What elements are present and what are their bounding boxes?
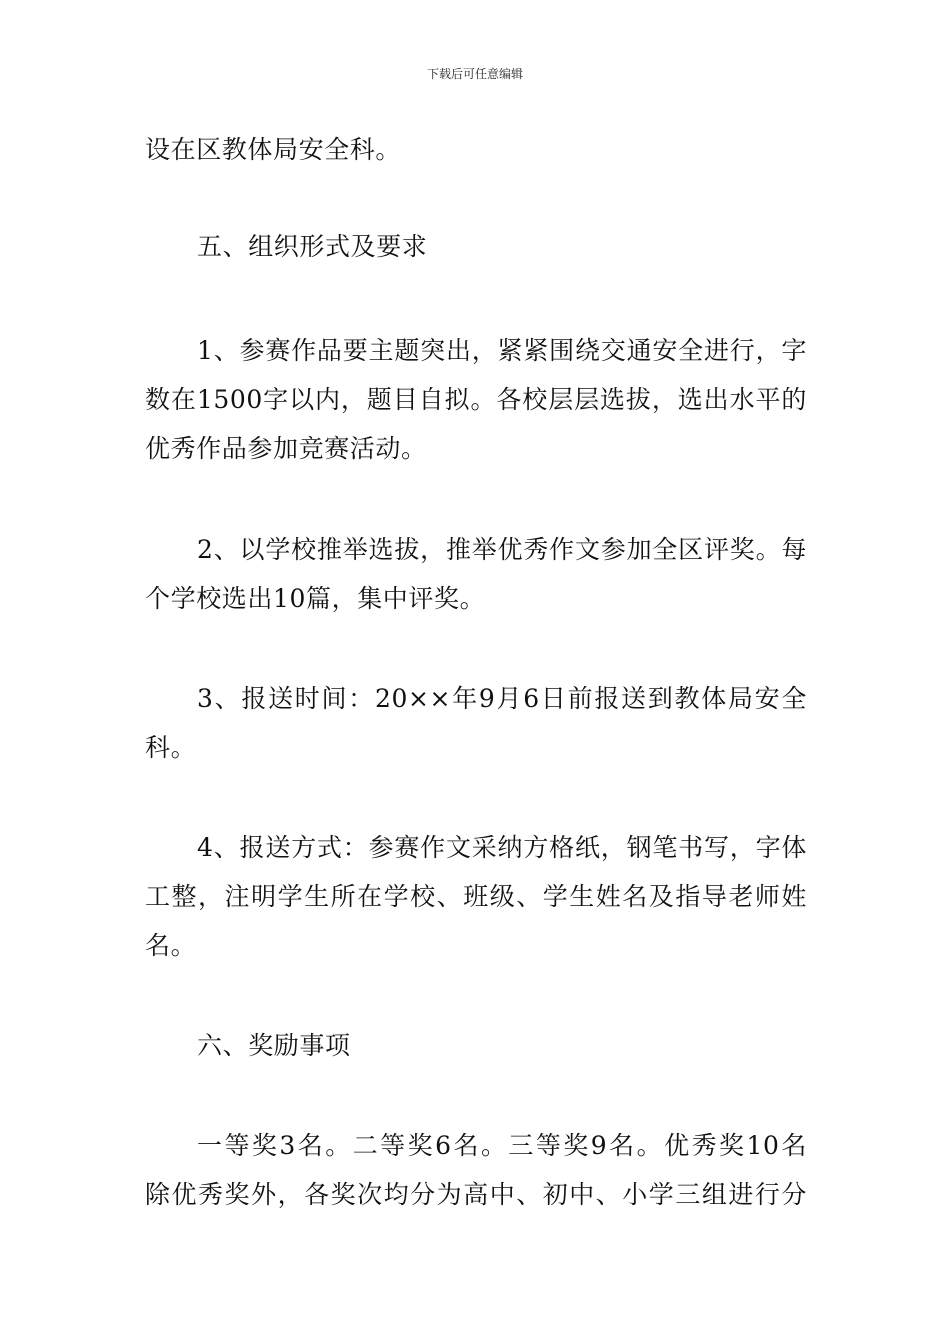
paragraph-line: 3、报送时间：20××年9月6日前报送到教体局安全: [197, 684, 807, 713]
page-header-note: 下载后可任意编辑: [426, 67, 523, 81]
paragraph-line: 2、以学校推举选拔，推举优秀作文参加全区评奖。每: [197, 535, 807, 564]
paragraph-line: 一等奖3名。二等奖6名。三等奖9名。优秀奖10名: [197, 1131, 807, 1160]
section-heading: 六、奖励事项: [197, 1031, 351, 1060]
paragraph-line: 设在区教体局安全科。: [145, 135, 402, 164]
paragraph-line: 名。: [145, 931, 197, 960]
section-heading: 五、组织形式及要求: [197, 232, 428, 261]
paragraph-line: 数在1500字以内，题目自拟。各校层层选拔，选出水平的: [145, 385, 807, 414]
paragraph-line: 工整，注明学生所在学校、班级、学生姓名及指导老师姓: [145, 882, 807, 911]
paragraph-line: 1、参赛作品要主题突出，紧紧围绕交通安全进行，字: [197, 336, 807, 365]
paragraph-line: 除优秀奖外，各奖次均分为高中、初中、小学三组进行分: [145, 1180, 807, 1209]
paragraph-line: 个学校选出10篇，集中评奖。: [145, 584, 486, 613]
paragraph-line: 科。: [145, 733, 197, 762]
paragraph-line: 4、报送方式：参赛作文采纳方格纸，钢笔书写，字体: [197, 833, 807, 862]
paragraph-line: 优秀作品参加竞赛活动。: [145, 434, 427, 463]
